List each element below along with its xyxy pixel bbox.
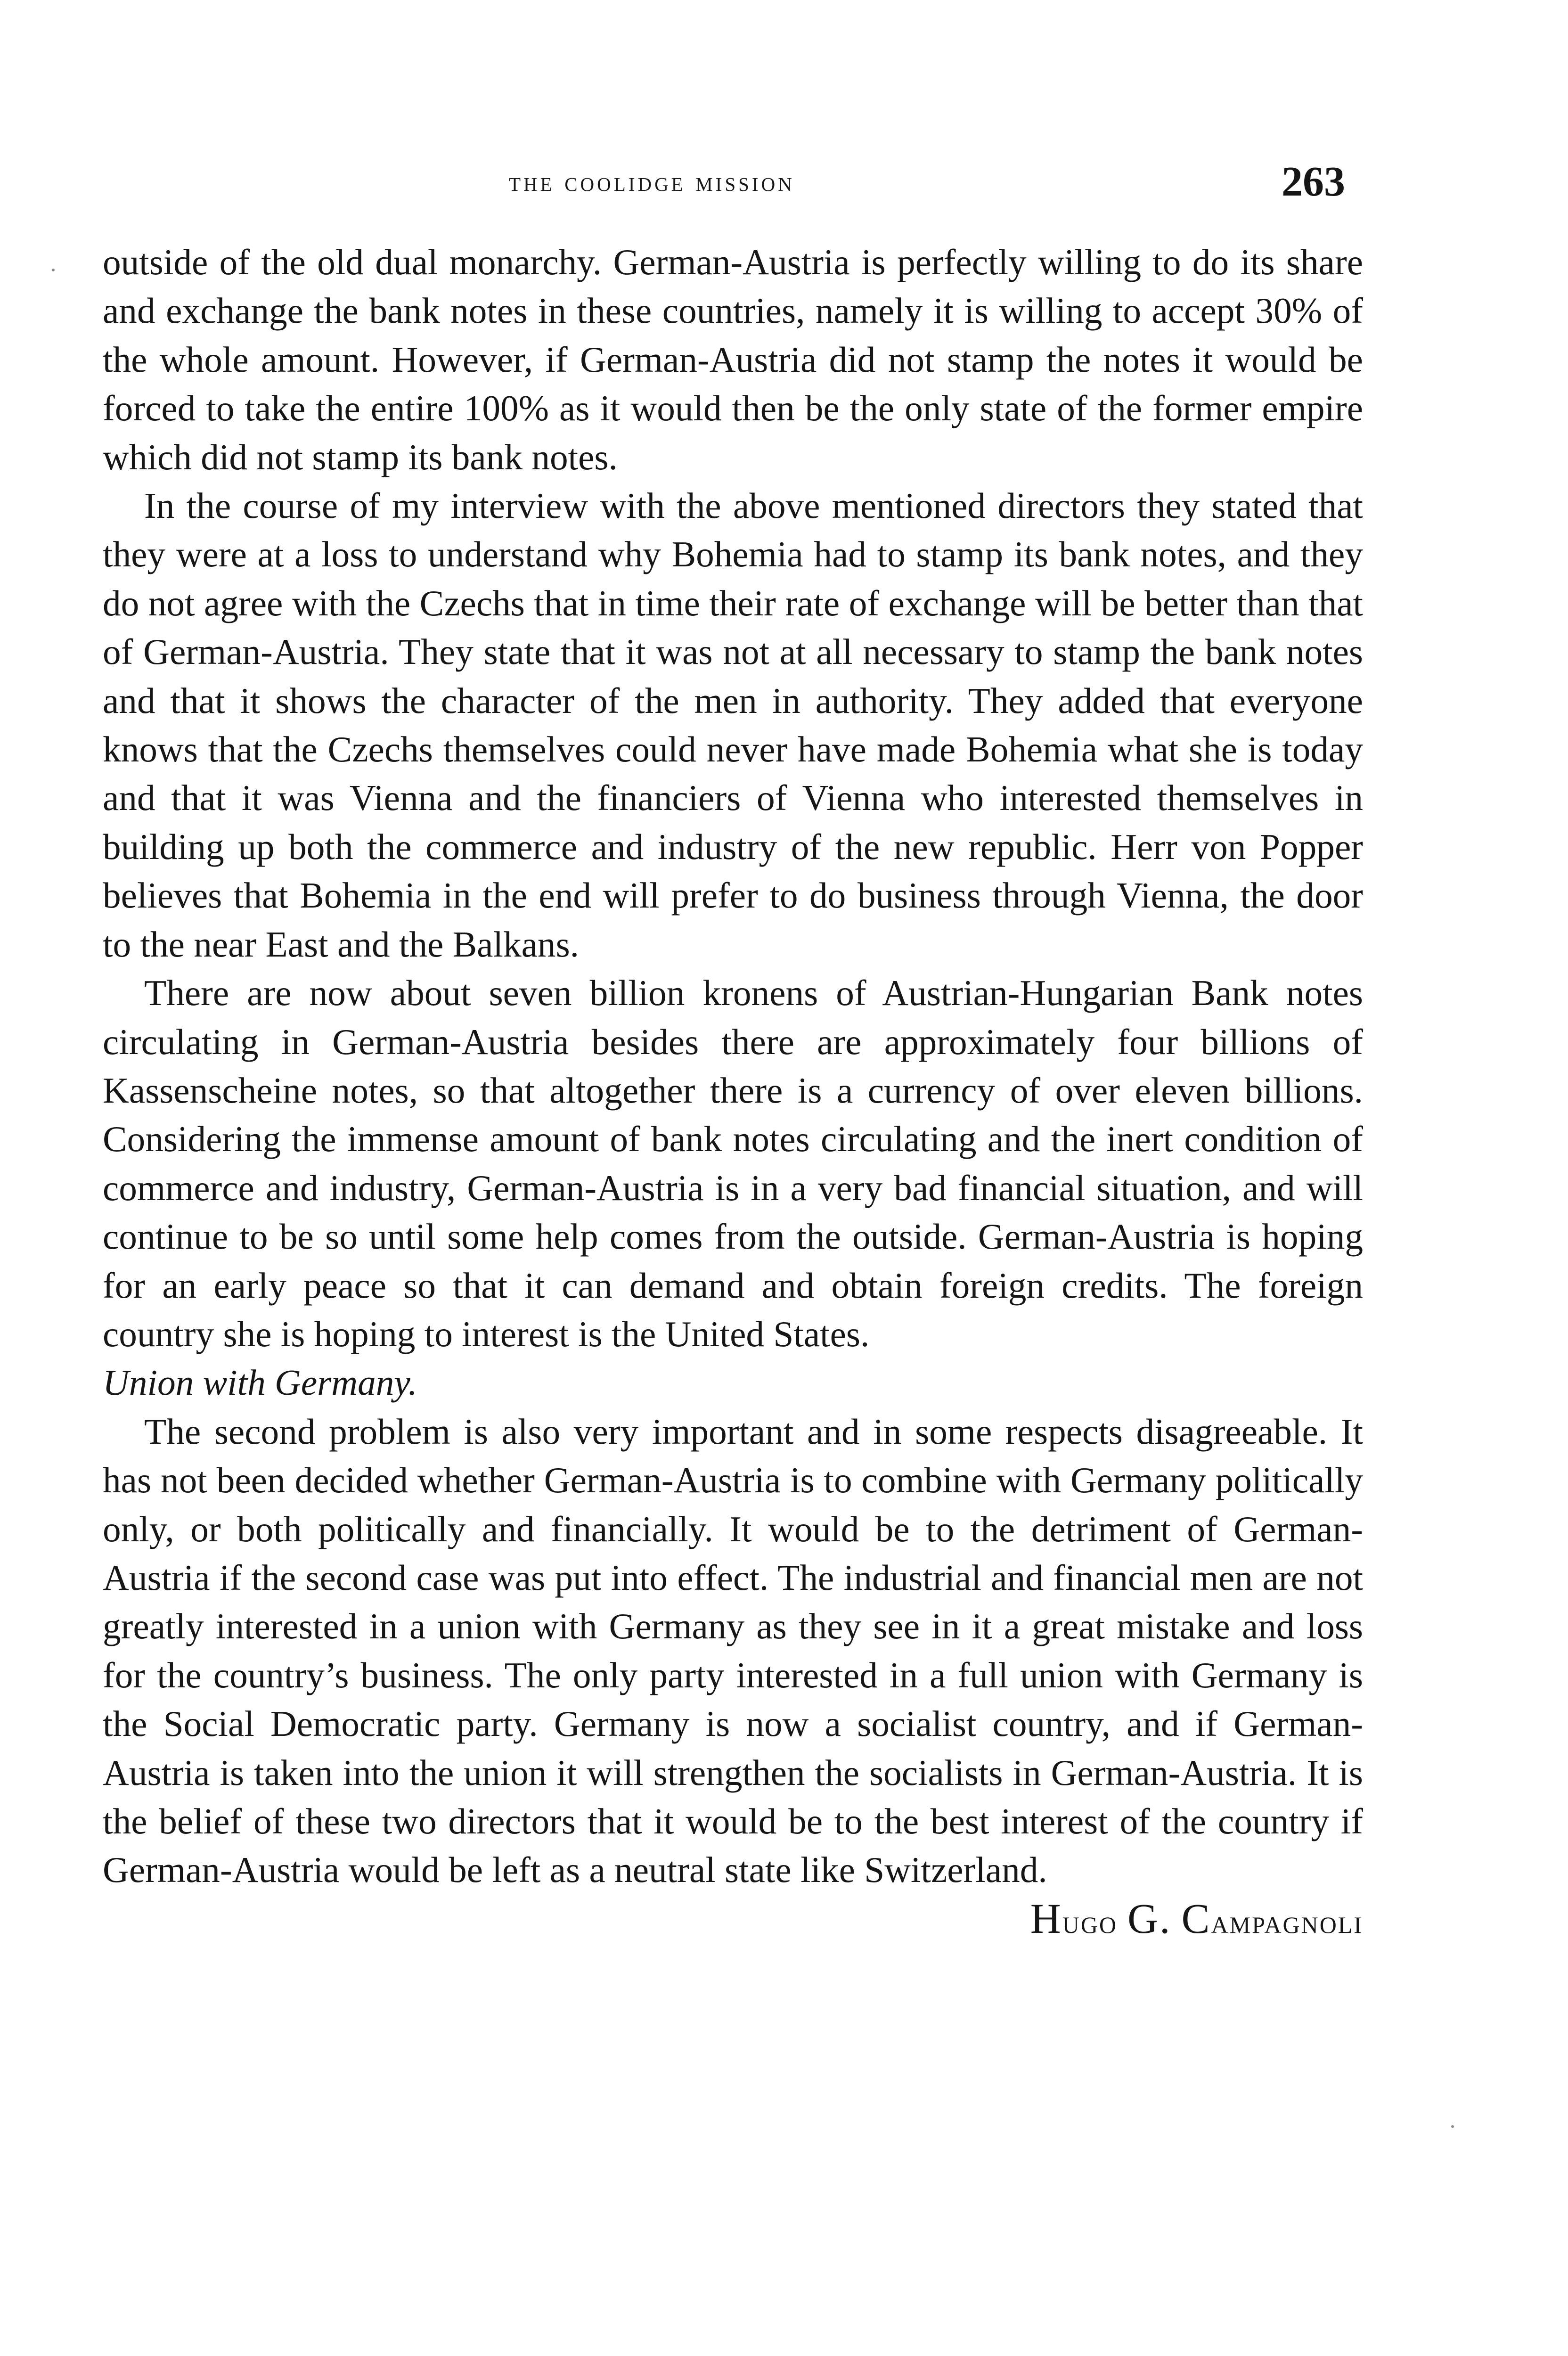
author-signature: Hugo G. Campagnoli — [1030, 1895, 1363, 1942]
body-text — [103, 238, 1363, 1946]
running-title: the coolidge mission — [509, 166, 795, 197]
paragraph-continued: outside of the old dual monarchy. German-Austria is perfectly willing to do its share and exchange the bank notes in these countries, namely it is willing to accept 30% of the whole amount. However, if German-Austria did not stamp the notes it would be forced to take the entire 100% as it would then be the only state of the former empire which did not stamp its bank notes. — [103, 242, 1363, 477]
scan-speck — [1451, 2125, 1454, 2128]
scan-speck — [52, 269, 55, 271]
paragraph-interview: In the course of my interview with the above mentioned directors they stated that they were at a loss to understand why Bohemia had to stamp its bank notes, and they do not agree with the Czechs that in time their rate of exchange will be better than that of German-Austria. They state that it was not at all necessary to stamp the bank notes and that it shows the character of the men in authority. They added that everyone knows that the Czechs themselves could never have made Bohemia what she is today and that it was Vienna and the financiers of Vienna who interested themselves in building up both the commerce and industry of the new republic. Herr von Popper believes that Bohemia in the end will prefer to do business through Vienna, the door to the near East and the Balkans. — [103, 485, 1363, 965]
paragraph-currency: There are now about seven billion kronens of Austrian-Hungarian Bank notes circulating in German-Austria besides there are approximately four billions of Kassenscheine notes, so that altogether there is a currency of over eleven billions. Considering the immense amount of bank notes circulating and the inert condition of commerce and industry, German-Austria is in a very bad financial situation, and will continue to be so until some help comes from the outside. German-Austria is hoping for an early peace so that it can demand and obtain foreign credits. The foreign country she is hoping to interest is the United States. — [103, 973, 1363, 1354]
page-number: 263 — [1282, 158, 1345, 205]
paragraph-union: The second problem is also very important and in some respects disagreeable. It has not been decided whether German-Austria is to combine with Germany politically only, or both politically and financially. It would be to the detriment of German-Austria if the second case was put into effect. The industrial and financial men are not greatly interested in a union with Germany as they see in it a great mistake and loss for the country’s business. The only party interested in a full union with Germany is the Social Democratic party. Germany is now a socialist country, and if German-Austria is taken into the union it will strengthen the socialists in German-Austria. It is the belief of these two directors that it would be to the best interest of the country if German-Austria would be left as a neutral state like Switzerland. — [103, 1411, 1363, 1890]
section-heading: Union with Germany. — [103, 1362, 417, 1403]
running-head — [0, 155, 1568, 217]
